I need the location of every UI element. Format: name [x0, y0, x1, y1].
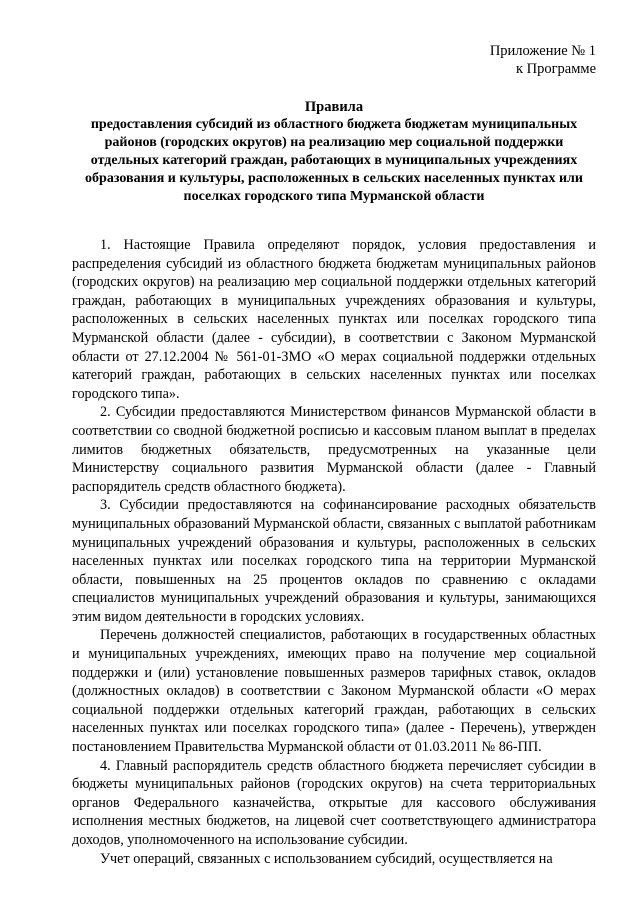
paragraph-1: 1. Настоящие Правила определяют порядок, условия предоставления и распределения субсидий из областного бюджета бюджетам муниципальных районов (городских округов) на реализацию мер социальной поддержки отдельных категорий граждан, работающих в муниципальных учреждениях образования и культуры, расположенных в сельских населенных пунктах или поселках городского типа Мурманской области (далее - субсидии), в соответствии с Законом Мурманской области от 27.12.2004 № 561-01-ЗМО «О мерах социальной поддержки отдельных категорий граждан, работающих в сельских населенных пунктах или поселках городского типа».: [72, 237, 596, 402]
document-body: [72, 236, 596, 868]
paragraph-3: 3. Субсидии предоставляются на софинансирование расходных обязательств муниципальных образований Мурманской области, связанных с выплатой работникам муниципальных учреждений образования и культуры, расположенных в сельских населенных пунктах или поселках городского типа на территории Мурманской области, повышенных на 25 процентов окладов по сравнению с окладами специалистов муниципальных учреждений образования и культуры, занимающихся этим видом деятельности в городских условиях.: [72, 497, 596, 625]
appendix-program: к Программе: [515, 61, 596, 77]
document-title: [72, 98, 596, 206]
appendix-number: Приложение № 1: [489, 43, 596, 59]
title-main: Правила: [304, 99, 364, 115]
paragraph-2: 2. Субсидии предоставляются Министерством финансов Мурманской области в соответствии со сводной бюджетной росписью и кассовым планом выплат в пределах лимитов бюджетных обязательств, предусмотренных на указанные цели Министерству социального развития Мурманской области (далее - Главный распорядитель средств областного бюджета).: [72, 404, 596, 495]
paragraph-4: 4. Главный распорядитель средств областного бюджета перечисляет субсидии в бюджеты муниципальных районов (городских округов) на счета территориальных органов Федерального казначейства, открытые для кассового обслуживания исполнения местных бюджетов, на лицевой счет соответствующего администратора доходов, уполномоченного на использование субсидии.: [72, 757, 596, 848]
paragraph-accounting: Учет операций, связанных с использованием субсидий, осуществляется на: [100, 850, 553, 867]
title-subtitle: предоставления субсидий из областного бюджета бюджетам муниципальных районов (городских округов) на реализацию мер социальной поддержки отдельных категорий граждан, работающих в муниципальных учреждениях образования и культуры, расположенных в сельских населенных пунктах или поселках городского типа Мурманской области: [85, 117, 583, 204]
paragraph-positions-list: Перечень должностей специалистов, работающих в государственных областных и муниципальных учреждениях, имеющих право на получение мер социальной поддержки и (или) установление повышенных размеров тарифных ставок, окладов (должностных окладов) в соответствии с Законом Мурманской области «О мерах социальной поддержки отдельных категорий граждан, работающих в сельских населенных пунктах или поселках городского типа» (далее - Перечень), утвержден постановлением Правительства Мурманской области от 01.03.2011 № 86-ПП.: [72, 627, 596, 756]
appendix-reference: [490, 42, 596, 78]
